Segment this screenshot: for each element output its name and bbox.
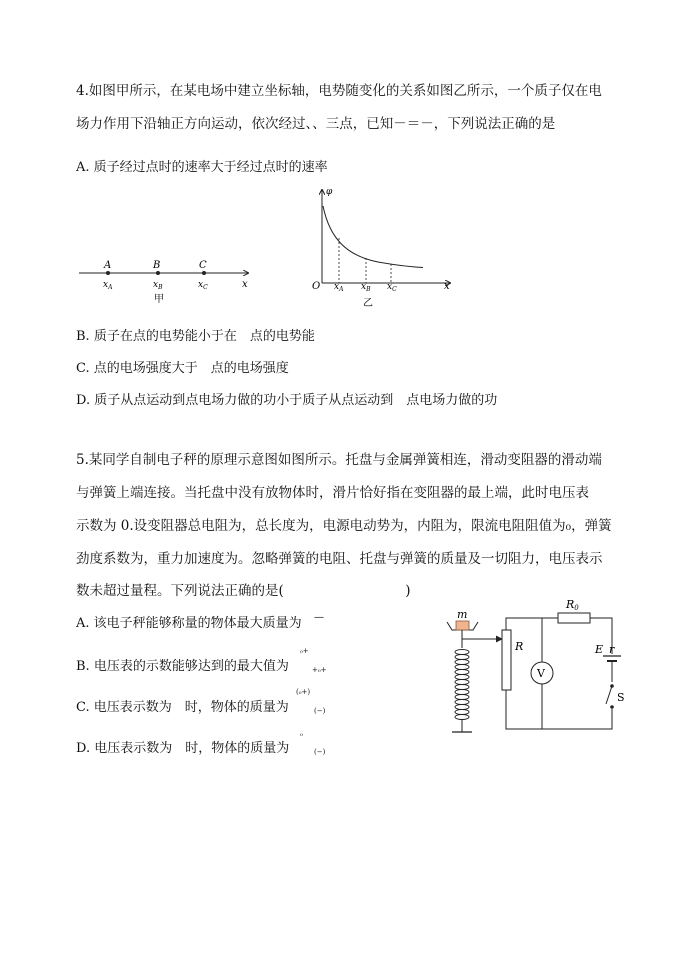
jia-axis-label: x bbox=[242, 279, 248, 290]
q5-option-d-numerator: ₀ bbox=[300, 730, 303, 738]
yi-potential-curve bbox=[323, 206, 423, 268]
jia-label-a: A bbox=[104, 260, 112, 271]
q5-stem-line5: 数未超过量程。下列说法正确的是( ) bbox=[76, 583, 411, 599]
jia-point-b bbox=[156, 271, 160, 275]
circuit-rheostat-label: R bbox=[515, 640, 524, 653]
q5-stem-line4: 劲度系数为，重力加速度为。忽略弹簧的电阻、托盘与弹簧的质量及一切阻力，电压表示 bbox=[76, 551, 603, 567]
q4-stem-line1: 4.如图甲所示，在某电场中建立坐标轴，电势随变化的关系如图乙所示，一个质子仅在电 bbox=[76, 83, 602, 99]
q5-stem-line2: 与弹簧上端连接。当托盘中没有放物体时，滑片恰好指在变阻器的最上端，此时电压表 bbox=[76, 485, 589, 501]
q4-option-b: B. 质子在点的电势能小于在 点的电势能 bbox=[76, 329, 315, 344]
jia-tick-xb: $x_B$ bbox=[153, 280, 163, 291]
q5-option-c: C. 电压表示数为 时，物体的质量为 bbox=[76, 700, 289, 715]
q4-option-d: D. 质子从点运动到点电场力做的功小于质子从点运动到 点电场力做的功 bbox=[76, 393, 498, 408]
circuit-internal-label: r bbox=[609, 643, 615, 656]
q5-option-b-numerator: ₀+ bbox=[300, 647, 309, 655]
q5-option-a-fraction: — bbox=[314, 612, 324, 623]
figure-jia bbox=[76, 255, 256, 310]
jia-point-c bbox=[202, 271, 206, 275]
q4-option-a: A. 质子经过点时的速率大于经过点时的速率 bbox=[76, 160, 328, 175]
circuit-mass-block bbox=[456, 621, 469, 630]
jia-point-a bbox=[106, 271, 110, 275]
circuit-mass-label: m bbox=[457, 608, 468, 621]
yi-origin-label: O bbox=[312, 281, 321, 292]
jia-label-c: C bbox=[199, 260, 207, 271]
q5-stem-line3: 示数为 0.设变阻器总电阻为，总长度为，电源电动势为，内阻为，限流电阻阻值为₀，弹簧 bbox=[76, 518, 612, 534]
figure-yi bbox=[308, 178, 458, 313]
q5-option-d-denominator: (−) bbox=[314, 748, 326, 756]
jia-tick-xc: $x_C$ bbox=[198, 280, 208, 291]
q4-option-c: C. 点的电场强度大于 点的电场强度 bbox=[76, 361, 289, 376]
q5-option-a: A. 该电子秤能够称量的物体最大质量为 bbox=[76, 616, 302, 631]
circuit-emf-label: E bbox=[595, 643, 604, 656]
q5-option-c-denominator: (−) bbox=[314, 707, 326, 715]
yi-axis-label: x bbox=[444, 281, 450, 292]
yi-tick-xc: $x_C$ bbox=[387, 282, 397, 293]
circuit-diagram bbox=[440, 594, 640, 744]
yi-tick-xa: $x_A$ bbox=[334, 282, 344, 293]
circuit-switch-label: S bbox=[617, 691, 625, 704]
q5-option-c-numerator: (₀+) bbox=[296, 688, 311, 696]
q5-option-b: B. 电压表的示数能够达到的最大值为 bbox=[76, 659, 289, 674]
circuit-resistor-r0 bbox=[558, 613, 590, 623]
q5-option-b-denominator: +₀+ bbox=[312, 666, 327, 674]
yi-caption: 乙 bbox=[363, 298, 373, 309]
q5-stem-line1: 5.某同学自制电子秤的原理示意图如图所示。托盘与金属弹簧相连，滑动变阻器的滑动端 bbox=[76, 452, 602, 468]
circuit-switch bbox=[606, 686, 612, 704]
jia-label-b: B bbox=[153, 260, 161, 271]
circuit-voltmeter-label: V bbox=[537, 667, 545, 680]
yi-phi-label: φ bbox=[326, 187, 333, 197]
circuit-rheostat bbox=[502, 630, 511, 690]
q4-stem-line2: 场力作用下沿轴正方向运动，依次经过、、三点，已知－＝－，下列说法正确的是 bbox=[76, 116, 556, 132]
circuit-spring bbox=[455, 650, 469, 720]
jia-tick-xa: $x_A$ bbox=[103, 280, 113, 291]
yi-tick-xb: $x_B$ bbox=[361, 282, 371, 293]
jia-caption: 甲 bbox=[154, 294, 164, 305]
circuit-r0-label: R0 bbox=[566, 598, 579, 612]
circuit-slider-arrow bbox=[496, 636, 502, 642]
q5-option-d: D. 电压表示数为 时，物体的质量为 bbox=[76, 741, 290, 756]
